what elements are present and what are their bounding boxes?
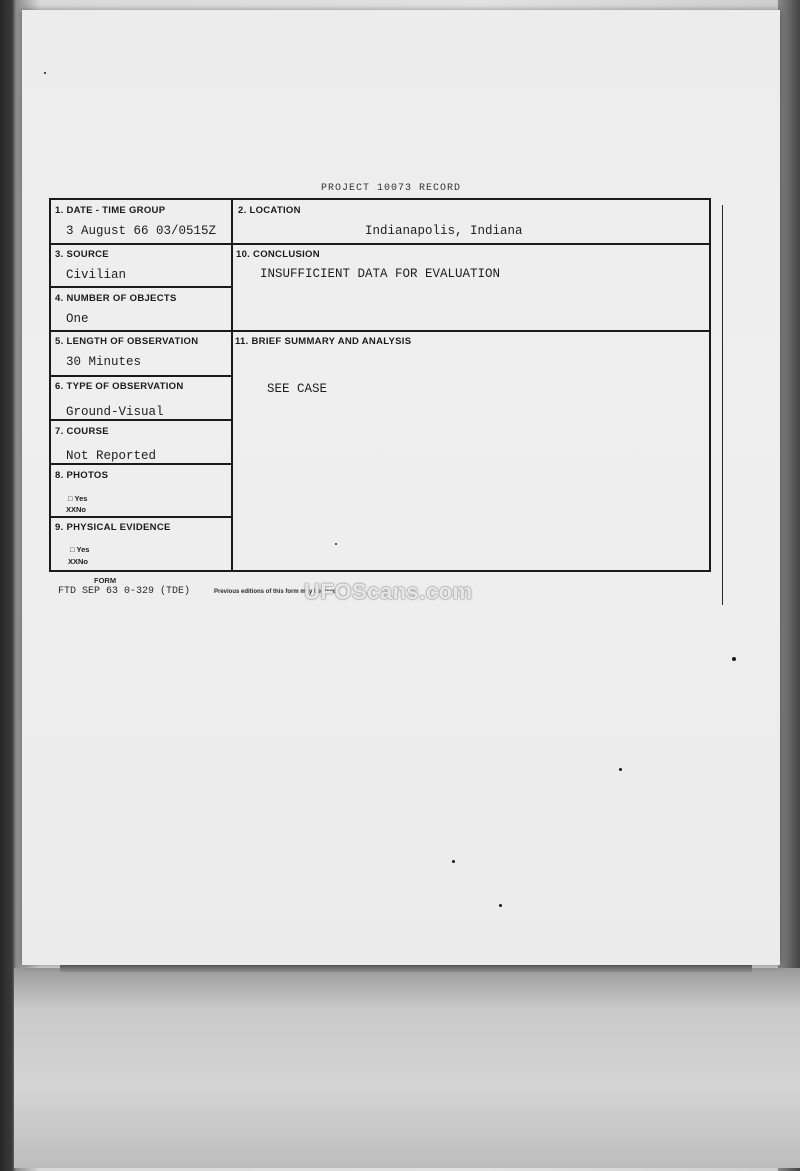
photos-yes-checkbox: □	[68, 494, 73, 503]
row-divider	[50, 463, 232, 465]
photos-yes-label: Yes	[74, 494, 88, 503]
scan-speck	[44, 72, 46, 74]
underlying-page	[14, 968, 800, 1168]
number-of-objects-value: One	[66, 312, 89, 326]
conclusion-value: INSUFFICIENT DATA FOR EVALUATION	[260, 267, 501, 281]
summary-value: SEE CASE	[267, 382, 328, 396]
scan-speck	[499, 904, 502, 907]
scan-speck	[335, 543, 337, 545]
conclusion-label: 10. CONCLUSION	[236, 249, 320, 260]
type-of-observation-label: 6. TYPE OF OBSERVATION	[55, 381, 184, 392]
physical-evidence-no-checkbox: XX	[68, 557, 79, 566]
photos-label: 8. PHOTOS	[55, 470, 109, 481]
length-of-observation-label: 5. LENGTH OF OBSERVATION	[55, 336, 199, 347]
course-value: Not Reported	[66, 449, 157, 463]
physical-evidence-no-label: No	[78, 557, 89, 566]
source-label: 3. SOURCE	[55, 249, 109, 260]
length-of-observation-value: 30 Minutes	[66, 355, 142, 369]
row-divider	[50, 516, 232, 518]
row-divider	[50, 419, 232, 421]
photos-yes-option	[68, 494, 87, 503]
document-header: PROJECT 10073 RECORD	[320, 183, 462, 194]
footer-form-id: FTD SEP 63 0-329 (TDE)	[58, 586, 191, 597]
row-divider	[50, 243, 710, 245]
physical-evidence-yes-label: Yes	[76, 545, 90, 554]
footer-form-word: FORM	[94, 576, 117, 585]
row-divider	[50, 330, 710, 332]
scan-speck	[452, 860, 455, 863]
number-of-objects-label: 4. NUMBER OF OBJECTS	[55, 293, 177, 304]
location-label: 2. LOCATION	[238, 205, 301, 216]
physical-evidence-yes-option	[70, 545, 89, 554]
scan-line	[722, 205, 723, 605]
physical-evidence-no-option	[68, 557, 88, 566]
row-divider	[50, 375, 232, 377]
date-time-group-value: 3 August 66 03/0515Z	[66, 224, 217, 238]
location-value: Indianapolis, Indiana	[365, 224, 523, 238]
type-of-observation-value: Ground-Visual	[66, 405, 164, 419]
physical-evidence-label: 9. PHYSICAL EVIDENCE	[55, 522, 171, 533]
course-label: 7. COURSE	[55, 426, 109, 437]
row-divider	[50, 286, 232, 288]
photos-no-checkbox: XX	[66, 505, 77, 514]
photos-no-label: No	[76, 505, 87, 514]
watermark: UFOScans.com	[304, 579, 473, 604]
date-time-group-label: 1. DATE - TIME GROUP	[55, 205, 166, 216]
photos-no-option	[66, 505, 86, 514]
physical-evidence-yes-checkbox: □	[70, 545, 75, 554]
scan-speck	[619, 768, 622, 771]
scan-speck	[732, 657, 736, 661]
source-value: Civilian	[66, 268, 127, 282]
footer-note: Previous editions of this form may be used.	[214, 589, 339, 595]
summary-label: 11. BRIEF SUMMARY AND ANALYSIS	[235, 336, 412, 347]
